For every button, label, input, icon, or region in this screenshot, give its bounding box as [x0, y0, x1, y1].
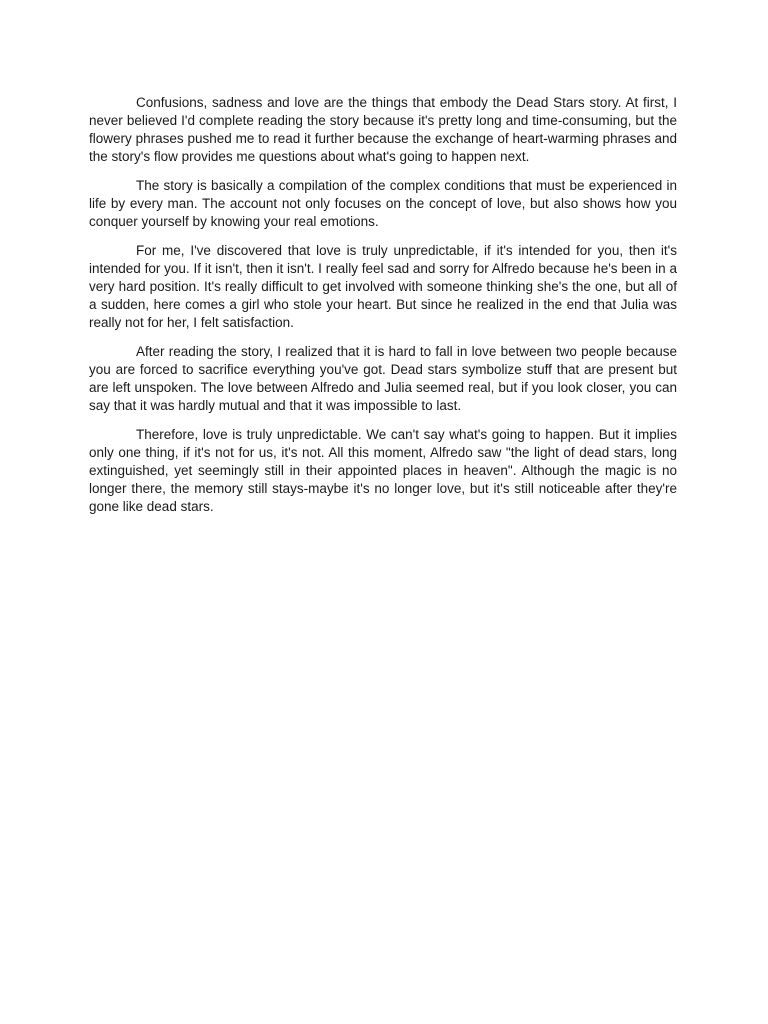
paragraph-3: For me, I've discovered that love is truly unpredictable, if it's intended for you, then it's intended for you. If it isn't, then it isn't. I really feel sad and sorry for Alfredo because he's been in a very hard position. It's really difficult to get involved with someone thinking she's the one, but all of a sudden, here comes a girl who stole your heart. But since he realized in the end that Julia was really not for her, I felt satisfaction. — [89, 243, 677, 330]
paragraph-2: The story is basically a compilation of the complex conditions that must be experienced in life by every man. The account not only focuses on the concept of love, but also shows how you conquer yourself by knowing your real emotions. — [89, 178, 677, 229]
paragraph-4: After reading the story, I realized that it is hard to fall in love between two people because you are forced to sacrifice everything you've got. Dead stars symbolize stuff that are present but are left unspoken. The love between Alfredo and Julia seemed real, but if you look closer, you can say that it was hardly mutual and that it was impossible to last. — [89, 344, 677, 413]
document-page — [89, 94, 677, 527]
paragraph-1: Confusions, sadness and love are the things that embody the Dead Stars story. At first, I never believed I'd complete reading the story because it's pretty long and time-consuming, but the flowery phrases pushed me to read it further because the exchange of heart-warming phrases and the story's flow provides me questions about what's going to happen next. — [89, 95, 677, 164]
paragraph-5: Therefore, love is truly unpredictable. We can't say what's going to happen. But it implies only one thing, if it's not for us, it's not. All this moment, Alfredo saw "the light of dead stars, long extinguished, yet seemingly still in their appointed places in heaven". Although the magic is no longer there, the memory still stays-maybe it's no longer love, but it's still noticeable after they're gone like dead stars. — [89, 427, 677, 514]
